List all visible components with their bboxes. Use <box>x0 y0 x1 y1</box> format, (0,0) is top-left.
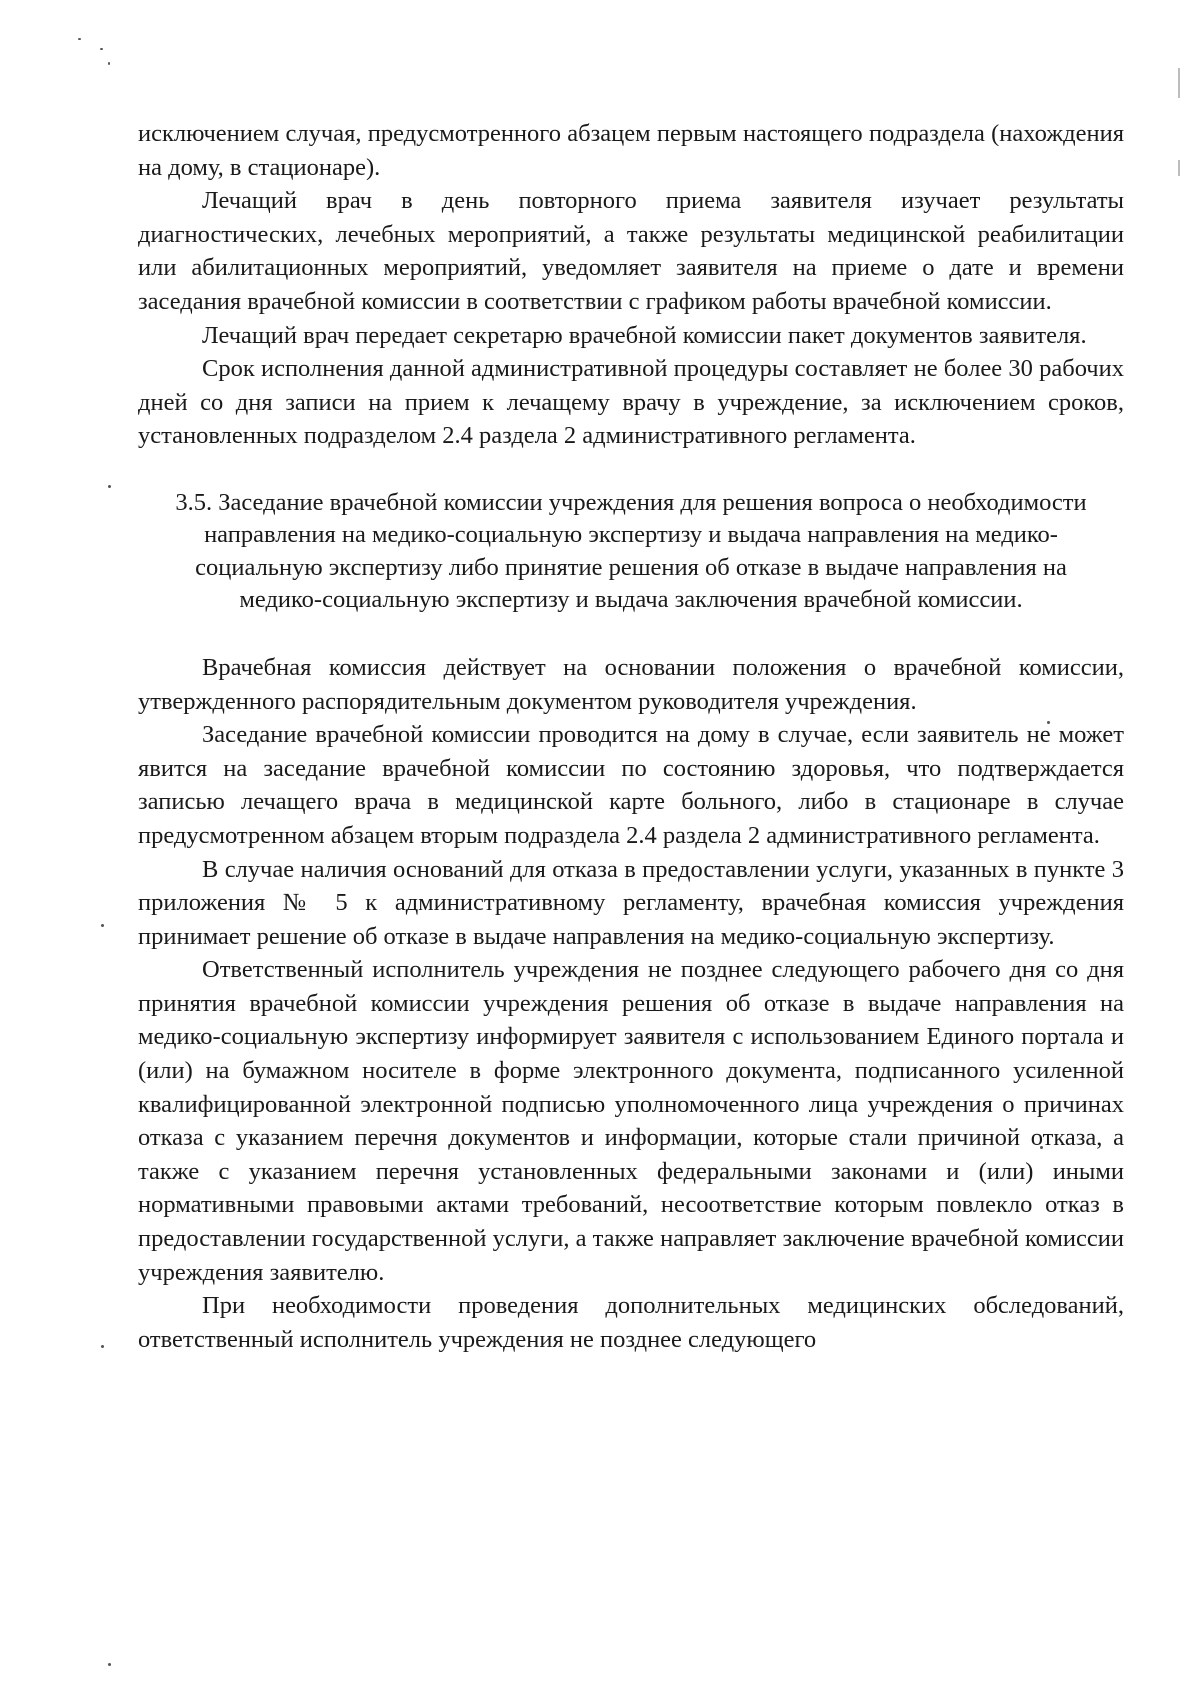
scan-speck <box>108 485 111 488</box>
paragraph-refusal-grounds: В случае наличия оснований для отказа в предоставлении услуги, указанных в пункте 3 приложения № 5 к административному регламенту, врачебная комиссия учреждения принимает решение об отказе в выдаче направления на медико-социальную экспертизу. <box>138 855 1124 950</box>
scan-edge-mark <box>1178 160 1180 176</box>
scan-speck <box>78 38 81 40</box>
scan-speck <box>108 62 110 65</box>
document-body <box>138 117 1124 1356</box>
spacer <box>138 453 1124 487</box>
scan-speck <box>108 1663 111 1666</box>
paragraph-home-session: Заседание врачебной комиссии проводится на дому в случае, если заявитель не может явится на заседание врачебной комиссии по состоянию здоровья, что подтверждается записью лечащего врача в медицинской карте больного, либо в стационаре в случае предусмотренном абзацем вторым подраздела 2.4 раздела 2 административного регламента. <box>138 721 1124 849</box>
paragraph-additional-exams: При необходимости проведения дополнительных медицинских обследований, ответственный исполнитель учреждения не позднее следующего <box>138 1292 1124 1353</box>
paragraph-refusal-notice: Ответственный исполнитель учреждения не позднее следующего рабочего дня со дня принятия врачебной комиссии учреждения решения об отказе в выдаче направления на медико-социальную экспертизу информирует заявителя с использованием Единого портала и (или) на бумажном носителе в форме электронного документа, подписанного усиленной квалифицированной электронной подписью уполномоченного лица учреждения о причинах отказа с указанием перечня документов и информации, которые стали причиной отказа, а также с указанием перечня установленных федеральными законами и (или) иными нормативными правовыми актами требований, несоответствие которым повлекло отказ в предоставлении государственной услуги, а также направляет заключение врачебной комиссии учреждения заявителю. <box>138 956 1124 1286</box>
paragraph-deadline: Срок исполнения данной административной процедуры составляет не более 30 рабочих дней со дня записи на прием к лечащему врачу в учреждение, за исключением сроков, установленных подразделом 2.4 раздела 2 административного регламента. <box>138 355 1124 450</box>
section-heading: 3.5. Заседание врачебной комиссии учреждения для решения вопроса о необходимости направления на медико-социальную экспертизу и выдача направления на медико-социальную экспертизу либо принятие решения об отказе в выдаче направления на медико-социальную экспертизу и выдача заключения врачебной комиссии. <box>175 488 1087 614</box>
scan-speck <box>101 1345 104 1348</box>
scan-speck <box>101 924 104 927</box>
spacer <box>138 617 1124 651</box>
paragraph-commission-basis: Врачебная комиссия действует на основании положения о врачебной комиссии, утвержденного распорядительным документом руководителя учреждения. <box>138 653 1124 715</box>
paragraph-repeat-visit: Лечащий врач в день повторного приема заявителя изучает результаты диагностических, лечебных мероприятий, а также результаты медицинской реабилитации или абилитационных мероприятий, уведомляет заявителя на приеме о дате и времени заседания врачебной комиссии в соответствии с графиком работы врачебной комиссии. <box>138 187 1124 315</box>
scan-edge-mark <box>1178 68 1180 98</box>
paragraph-continuation: исключением случая, предусмотренного абзацем первым настоящего подраздела (нахождения на дому, в стационаре). <box>138 120 1124 181</box>
paragraph-documents-transfer: Лечащий врач передает секретарю врачебной комиссии пакет документов заявителя. <box>202 321 1087 349</box>
scan-speck <box>100 48 103 50</box>
